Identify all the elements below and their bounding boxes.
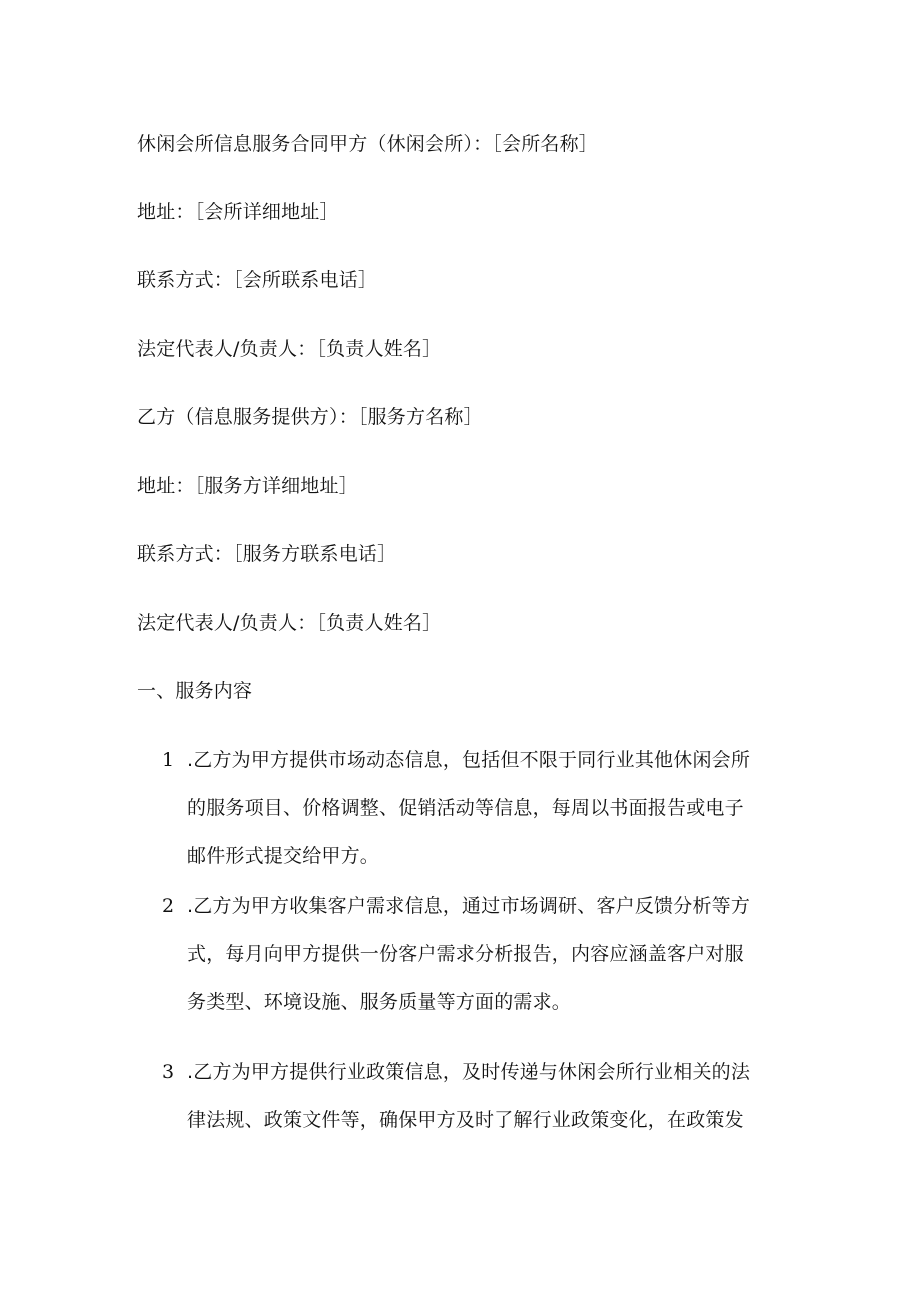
list-item-text bbox=[187, 1048, 777, 1144]
section-title: 一、服务内容 bbox=[137, 680, 253, 702]
list-item-number: 1 bbox=[162, 749, 175, 771]
list-item-number: 2 bbox=[162, 895, 175, 917]
party-b-heading: 乙方（信息服务提供方）：［服务方名称］ bbox=[137, 406, 483, 428]
party-a-contact: 联系方式：［会所联系电话］ bbox=[137, 269, 378, 291]
list-item-number: 3 bbox=[162, 1061, 175, 1083]
party-a-heading: 休闲会所信息服务合同甲方（休闲会所）：［会所名称］ bbox=[137, 133, 599, 155]
party-b-address: 地址：［服务方详细地址］ bbox=[137, 475, 358, 497]
party-a-representative: 法定代表人/负责人：［负责人姓名］ bbox=[137, 338, 442, 360]
list-item-row: .乙方为甲方提供行业政策信息，及时传递与休闲会所行业相关的法 bbox=[187, 1061, 751, 1083]
list-item-text bbox=[187, 736, 777, 880]
list-item-row: .乙方为甲方提供市场动态信息，包括但不限于同行业其他休闲会所 bbox=[187, 749, 751, 771]
list-item-row: 律法规、政策文件等，确保甲方及时了解行业政策变化，在政策发 bbox=[187, 1109, 744, 1131]
list-item-row: 式，每月向甲方提供一份客户需求分析报告，内容应涵盖客户对服 bbox=[187, 943, 744, 965]
list-item-row: .乙方为甲方收集客户需求信息，通过市场调研、客户反馈分析等方 bbox=[187, 895, 751, 917]
party-a-address: 地址：［会所详细地址］ bbox=[137, 201, 339, 223]
list-item-row: 的服务项目、价格调整、促销活动等信息，每周以书面报告或电子 bbox=[187, 797, 744, 819]
party-b-representative: 法定代表人/负责人：［负责人姓名］ bbox=[137, 612, 442, 634]
party-b-contact: 联系方式：［服务方联系电话］ bbox=[137, 543, 397, 565]
list-item-row: 邮件形式提交给甲方。 bbox=[187, 845, 380, 867]
list-item-row: 务类型、环境设施、服务质量等方面的需求。 bbox=[187, 991, 572, 1013]
list-item-text bbox=[187, 882, 777, 1026]
